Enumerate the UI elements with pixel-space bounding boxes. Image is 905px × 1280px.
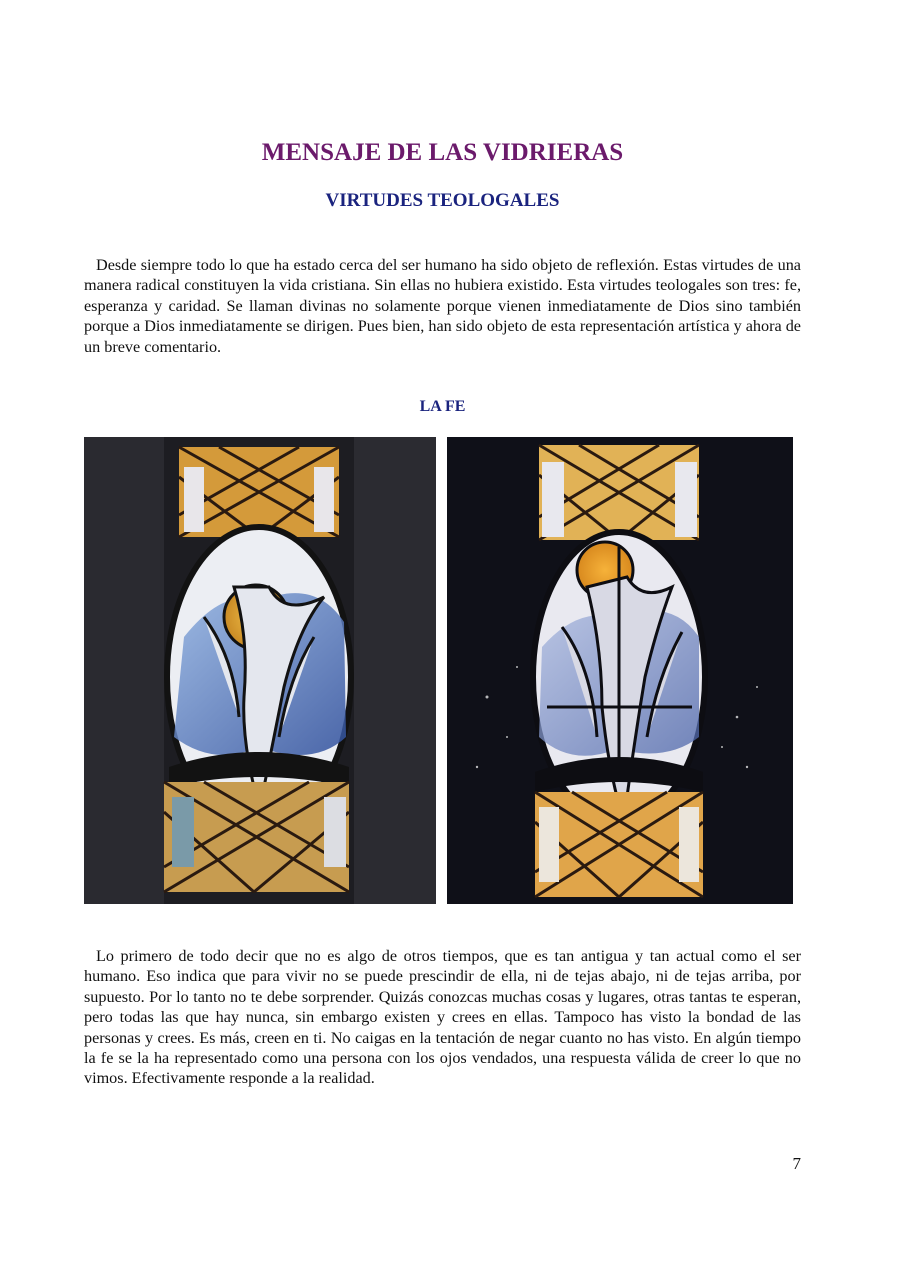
page-title: MENSAJE DE LAS VIDRIERAS <box>261 139 624 166</box>
page-number: 7 <box>792 1154 801 1173</box>
section-title: LA FE <box>419 398 466 415</box>
stained-glass-photo-left <box>84 437 436 904</box>
section-paragraph: Lo primero de todo decir que no es algo de otros tiempos, que es tan antigua y tan actual como el ser humano. Eso indica que para vivir no se puede prescindir de ella, ni de tejas abajo, ni de tejas arriba, por supuesto. Por lo tanto no te debe sorprender. Quizás conozcas muchas cosas y lugares, otras tantas te esperan, pero todas las que hay nunca, sin embargo existen y crees en ellas. Tampoco has visto la bondad de las personas y crees. Es más, creen en ti. No caigas en la tentación de negar cuanto no has visto. En algún tiempo la fe se la ha representado como una persona con los ojos vendados, una respuesta válida de creer lo que no vimos. Efectivamente responde a la realidad. <box>84 947 801 1088</box>
stained-glass-window-right <box>447 437 793 904</box>
stained-glass-photo-right <box>447 437 793 904</box>
page-subtitle: VIRTUDES TEOLOGALES <box>325 190 560 211</box>
intro-paragraph: Desde siempre todo lo que ha estado cerca del ser humano ha sido objeto de reflexión. Estas virtudes de una manera radical constituyen la vida cristiana. Sin ellas no hubiera existido. Esta virtudes teologales son tres: fe, esperanza y caridad. Se llaman divinas no solamente porque vienen inmediatamente de Dios sino también porque a Dios inmediatamente se dirigen. Pues bien, han sido objeto de esta representación artística y ahora de un breve comentario. <box>84 256 801 356</box>
stained-glass-window-left <box>84 437 436 904</box>
